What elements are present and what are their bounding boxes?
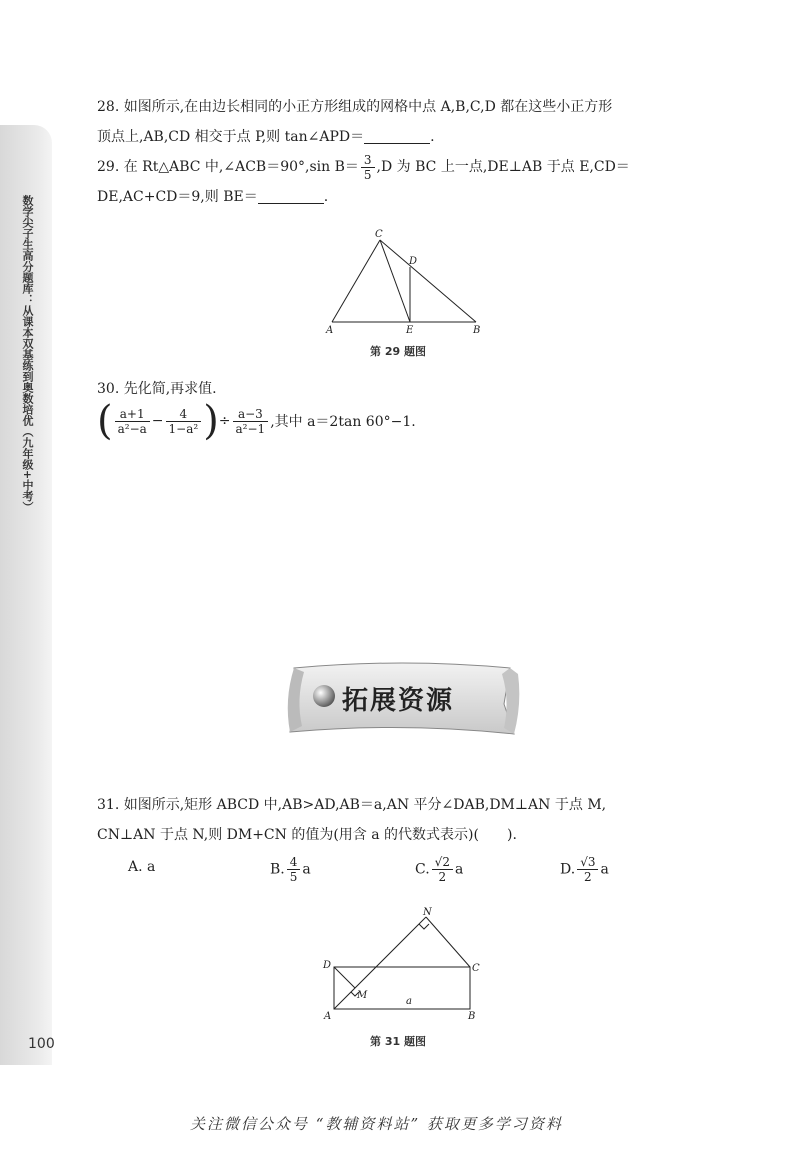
fig29-label-d: D [409,256,418,267]
option-d: D. $\frac{√3}{2}$ a [560,855,609,884]
option-c: C. $\frac{√2}{2}$ a [415,855,464,884]
q28-line1: 28. 如图所示,在由边长相同的小正方形组成的网格中点 A,B,C,D 都在这些小正方形 [97,99,613,115]
q30-line1: 30. 先化简,再求值. [97,381,217,397]
left-paren: ( [97,398,113,444]
q30-expression: ( $\frac{a+1}{\text{a²−a}}$ − $\frac{4}{\text{1−a²}}$ )÷ $\frac{a-3}{\text{a²−1}}$ ,其中 a＝2tan 60°−1. [97,398,416,444]
question-28 [97,92,717,152]
q29-line2: DE,AC+CD＝9,则 BE＝ . [97,189,329,205]
fig31-label-c: C [472,963,480,974]
answer-blank-28 [364,127,430,144]
fig31-label-b: B [468,1011,476,1022]
q31-line2: CN⊥AN 于点 N,则 DM+CN 的值为(用含 a 的代数式表示)( ). [97,827,517,843]
question-31 [97,790,717,850]
fig31-label-d: D [323,960,332,971]
q28-line2: 顶点上,AB,CD 相交于点 P,则 tan∠APD＝ . [97,129,435,145]
banner-bullet [313,685,335,707]
sinb-fraction: $\frac{3}{5}$ [361,153,375,182]
fig31-segment-an [334,917,426,1009]
fig31-label-a: A [324,1011,332,1022]
banner-title: 拓展资源 [342,686,455,716]
footer-promo: 关注微信公众号 “教辅资料站” 获取更多学习资料 [190,1115,563,1133]
fig29-label-c: C [375,229,383,240]
fig31-label-n: N [423,907,432,918]
figure-29-caption: 第 29 题图 [370,345,426,358]
fig29-label-e: E [406,325,414,336]
fig31-label-a-side: a [406,996,412,1007]
question-30 [97,374,717,404]
series-title: 数学尖子生高分题库：从课本双基练到奥数培优（九年级+中考） [21,195,34,513]
answer-blank-29 [258,187,324,204]
option-b: B. $\frac{4}{5}$ a [270,855,311,884]
figure-31-caption: 第 31 题图 [370,1035,426,1048]
fig31-segment-cn [426,917,470,967]
fig31-right-angle-n [419,924,429,929]
q30-fraction-1: $\frac{a+1}{\text{a²−a}}$ [115,407,150,436]
figure-29 [318,226,498,338]
page-number: 100 [28,1036,55,1052]
fig29-segment-cb [380,240,476,322]
right-paren: ) [203,398,219,444]
q30-fraction-3: $\frac{a-3}{\text{a²−1}}$ [233,407,269,436]
fig29-segment-ca [332,240,380,322]
q29-line1: 29. 在 Rt△ABC 中,∠ACB＝90°,sin B＝ $\frac{3}{5}$ ,D 为 BC 上一点,DE⊥AB 于点 E,CD＝ [97,152,630,182]
fig31-segment-dm [334,967,355,988]
option-a: A. a [128,859,156,875]
figure-31 [318,905,493,1025]
q30-fraction-2: $\frac{4}{\text{1−a²}}$ [166,407,202,436]
fig29-label-a: A [326,325,334,336]
question-29 [97,152,717,212]
fig31-label-m: M [357,990,368,1001]
q31-line1: 31. 如图所示,矩形 ABCD 中,AB>AD,AB＝a,AN 平分∠DAB,DM⊥AN 于点 M, [97,797,607,813]
fig29-label-b: B [473,325,481,336]
